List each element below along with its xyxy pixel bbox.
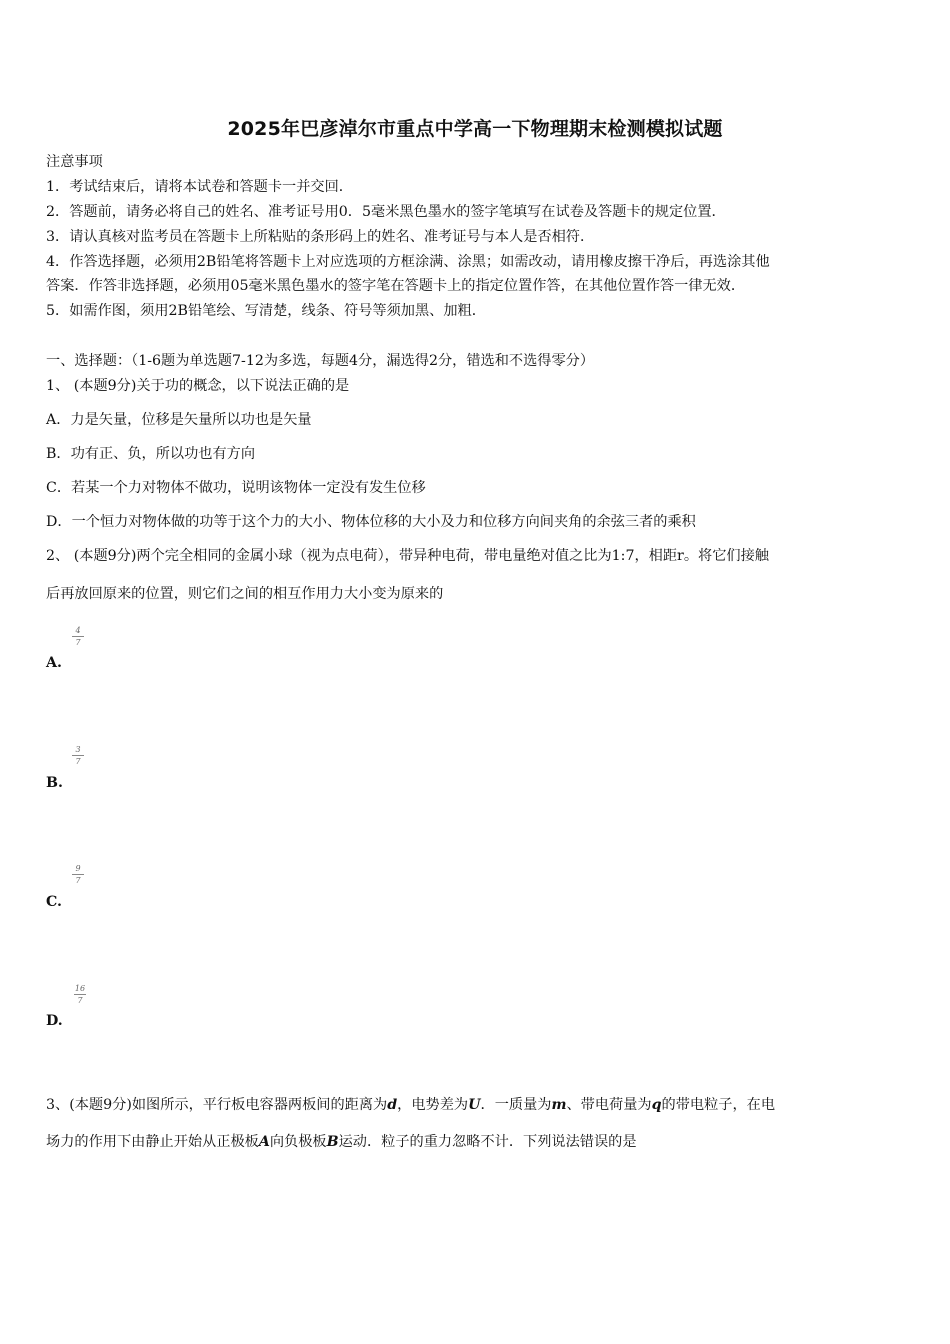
q1-option-b: B．功有正、负，所以功也有方向: [46, 446, 256, 462]
fraction-numerator: 9: [75, 864, 81, 873]
fraction-bar: [74, 994, 86, 995]
fraction-bar: [72, 874, 84, 875]
q3-text: ．一质量为: [480, 1097, 552, 1113]
fraction-denominator: 7: [75, 638, 81, 647]
fraction-16-7: [73, 984, 87, 1005]
section-heading: 一、选择题：（1-6题为单选题7-12为多选，每题4分，漏选得2分，错选和不选得零分）: [46, 353, 595, 369]
variable-d: d: [387, 1097, 398, 1113]
notes-heading: 注意事项: [46, 154, 103, 170]
fraction-denominator: 7: [75, 876, 81, 885]
page-title: 2025年巴彦淖尔市重点中学高一下物理期末检测模拟试题: [227, 118, 723, 140]
q3-text: 3、(本题9分)如图所示，平行板电容器两板间的距离为: [46, 1097, 388, 1113]
question-3-stem-cont: [46, 1132, 637, 1152]
question-3-stem: [46, 1095, 775, 1115]
note-item: 3．请认真核对监考员在答题卡上所粘贴的条形码上的姓名、准考证号与本人是否相符．: [46, 229, 595, 245]
note-item: 5．如需作图，须用2B铅笔绘、写清楚，线条、符号等须加黑、加粗．: [46, 303, 486, 319]
variable-m: m: [551, 1097, 567, 1113]
note-item: 答案．作答非选择题，必须用05毫米黑色墨水的签字笔在答题卡上的指定位置作答，在其他位置作答一律无效．: [46, 278, 746, 294]
q3-text: 、带电荷量为: [566, 1097, 652, 1113]
note-item: 4．作答选择题，必须用2B铅笔将答题卡上对应选项的方框涂满、涂黑；如需改动，请用橡皮擦干净后，再选涂其他: [46, 254, 770, 270]
q1-option-c: C．若某一个力对物体不做功，说明该物体一定没有发生位移: [46, 480, 426, 496]
fraction-numerator: 3: [75, 745, 81, 754]
q2-option-d-label: D.: [46, 1013, 63, 1029]
fraction-denominator: 7: [75, 757, 81, 766]
fraction-denominator: 7: [77, 996, 83, 1005]
fraction-3-7: [71, 745, 85, 766]
question-1-stem: 1、 (本题9分)关于功的概念，以下说法正确的是: [46, 378, 350, 394]
q2-option-a-label: A.: [46, 655, 62, 671]
fraction-4-7: [71, 626, 85, 647]
q1-option-a: A．力是矢量，位移是矢量所以功也是矢量: [46, 412, 312, 428]
q1-option-d: D．一个恒力对物体做的功等于这个力的大小、物体位移的大小及力和位移方向间夹角的余弦三者的乘积: [46, 514, 696, 530]
question-2-stem: 2、 (本题9分)两个完全相同的金属小球（视为点电荷），带异种电荷，带电量绝对值之比为1:7，相距r。将它们接触: [46, 548, 769, 564]
q3-text: ，电势差为: [397, 1097, 469, 1113]
question-2-stem-cont: 后再放回原来的位置，则它们之间的相互作用力大小变为原来的: [46, 586, 444, 602]
note-item: 1．考试结束后，请将本试卷和答题卡一并交回．: [46, 179, 353, 195]
variable-q: q: [651, 1097, 662, 1113]
variable-b: B: [326, 1134, 339, 1150]
fraction-9-7: [71, 864, 85, 885]
note-item: 2．答题前，请务必将自己的姓名、准考证号用0．5毫米黑色墨水的签字笔填写在试卷及答题卡的规定位置．: [46, 204, 726, 220]
q3-text: 运动．粒子的重力忽略不计．下列说法错误的是: [338, 1134, 637, 1150]
q3-text: 向负极板: [269, 1134, 327, 1150]
q3-text: 场力的作用下由静止开始从正极板: [46, 1134, 259, 1150]
q3-text: 的带电粒子，在电: [661, 1097, 776, 1113]
fraction-numerator: 4: [75, 626, 81, 635]
variable-a: A: [258, 1134, 270, 1150]
q2-option-b-label: B.: [46, 775, 63, 791]
variable-u: U: [468, 1097, 481, 1113]
fraction-bar: [72, 755, 84, 756]
fraction-bar: [72, 636, 84, 637]
q2-option-c-label: C.: [46, 894, 62, 910]
fraction-numerator: 16: [74, 984, 86, 993]
